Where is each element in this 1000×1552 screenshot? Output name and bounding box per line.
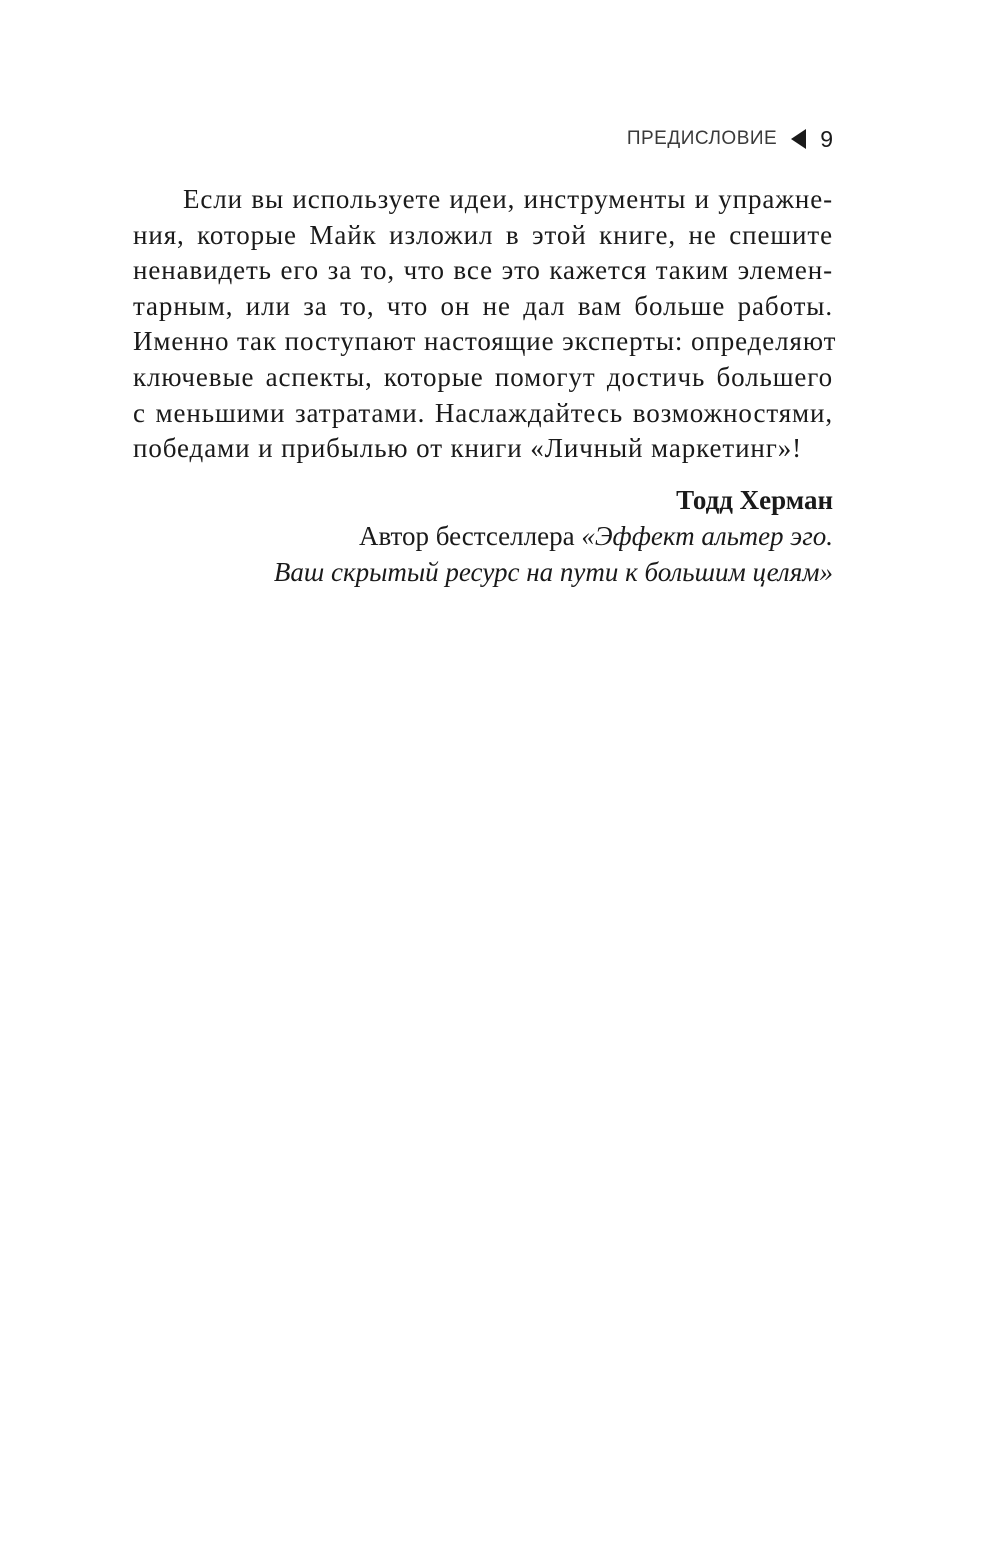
- paragraph-line: ключевые аспекты, которые помогут достичь большего: [133, 361, 833, 392]
- book-title-part1: «Эффект альтер эго.: [581, 521, 833, 551]
- author-credit-line: [133, 518, 833, 554]
- body-paragraph: [133, 182, 837, 467]
- page-number: 9: [820, 125, 833, 152]
- author-name: Тодд Херман: [676, 485, 833, 515]
- signature-block: [133, 482, 833, 590]
- paragraph-line: ненавидеть его за то, что все это кажется таким элемен-: [133, 255, 833, 286]
- book-title-part2: Ваш скрытый ресурс на пути к большим целям»: [273, 557, 833, 587]
- credit-prefix: Автор бестселлера: [358, 521, 582, 551]
- paragraph-line: тарным, или за то, что он не дал вам больше работы.: [133, 290, 833, 321]
- paragraph-line: Если вы используете идеи, инструменты и упражне-: [183, 184, 833, 214]
- section-title: ПРЕДИСЛОВИЕ: [626, 128, 778, 149]
- paragraph-line: победами и прибылью от книги «Личный маркетинг»!: [133, 433, 803, 464]
- left-triangle-icon: [791, 129, 806, 149]
- paragraph-line: Именно так поступают настоящие эксперты: определяют: [133, 326, 837, 357]
- paragraph-line: с меньшими затратами. Наслаждайтесь возможностями,: [133, 397, 833, 428]
- paragraph-line: ния, которые Майк изложил в этой книге, не спешите: [133, 219, 833, 250]
- running-head: [133, 122, 833, 156]
